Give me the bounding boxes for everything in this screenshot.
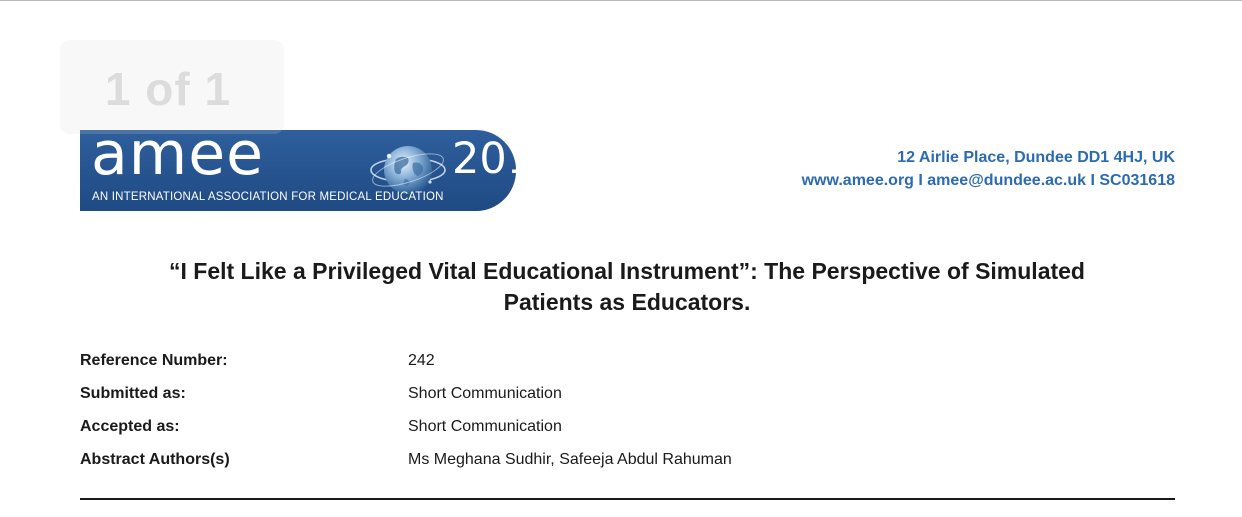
meta-label: Reference Number: — [80, 351, 228, 369]
meta-row-submitted — [80, 377, 1174, 410]
page-indicator — [60, 40, 284, 134]
address-line-1: 12 Airlie Place, Dundee DD1 4HJ, UK — [897, 149, 1175, 166]
meta-value: Ms Meghana Sudhir, Safeeja Abdul Rahuman — [408, 450, 732, 468]
logo-tagline: AN INTERNATIONAL ASSOCIATION FOR MEDICAL EDUCATION — [92, 191, 444, 203]
title-line-2: Patients as Educators. — [503, 289, 751, 315]
section-divider — [80, 498, 1175, 500]
meta-row-accepted — [80, 410, 1174, 443]
meta-row-reference — [80, 344, 1174, 377]
meta-label: Abstract Authors(s) — [80, 450, 230, 468]
abstract-title — [80, 256, 1174, 318]
logo-wordmark: amee — [91, 119, 265, 189]
meta-row-authors — [80, 443, 1174, 476]
page-indicator-label: 1 of 1 — [104, 63, 232, 115]
meta-label: Accepted as: — [80, 417, 180, 435]
title-line-1: “I Felt Like a Privileged Vital Educational Instrument”: The Perspective of Simulated — [169, 258, 1085, 284]
address-line-2: www.amee.org I amee@dundee.ac.uk I SC031618 — [801, 172, 1175, 189]
amee-logo — [80, 119, 562, 211]
logo-year: 2019 — [452, 134, 562, 184]
top-divider — [0, 0, 1242, 1]
organization-address — [802, 146, 1175, 192]
meta-label: Submitted as: — [80, 384, 186, 402]
meta-value: 242 — [408, 351, 435, 369]
meta-value: Short Communication — [408, 417, 562, 435]
abstract-metadata — [80, 344, 1174, 476]
meta-value: Short Communication — [408, 384, 562, 402]
